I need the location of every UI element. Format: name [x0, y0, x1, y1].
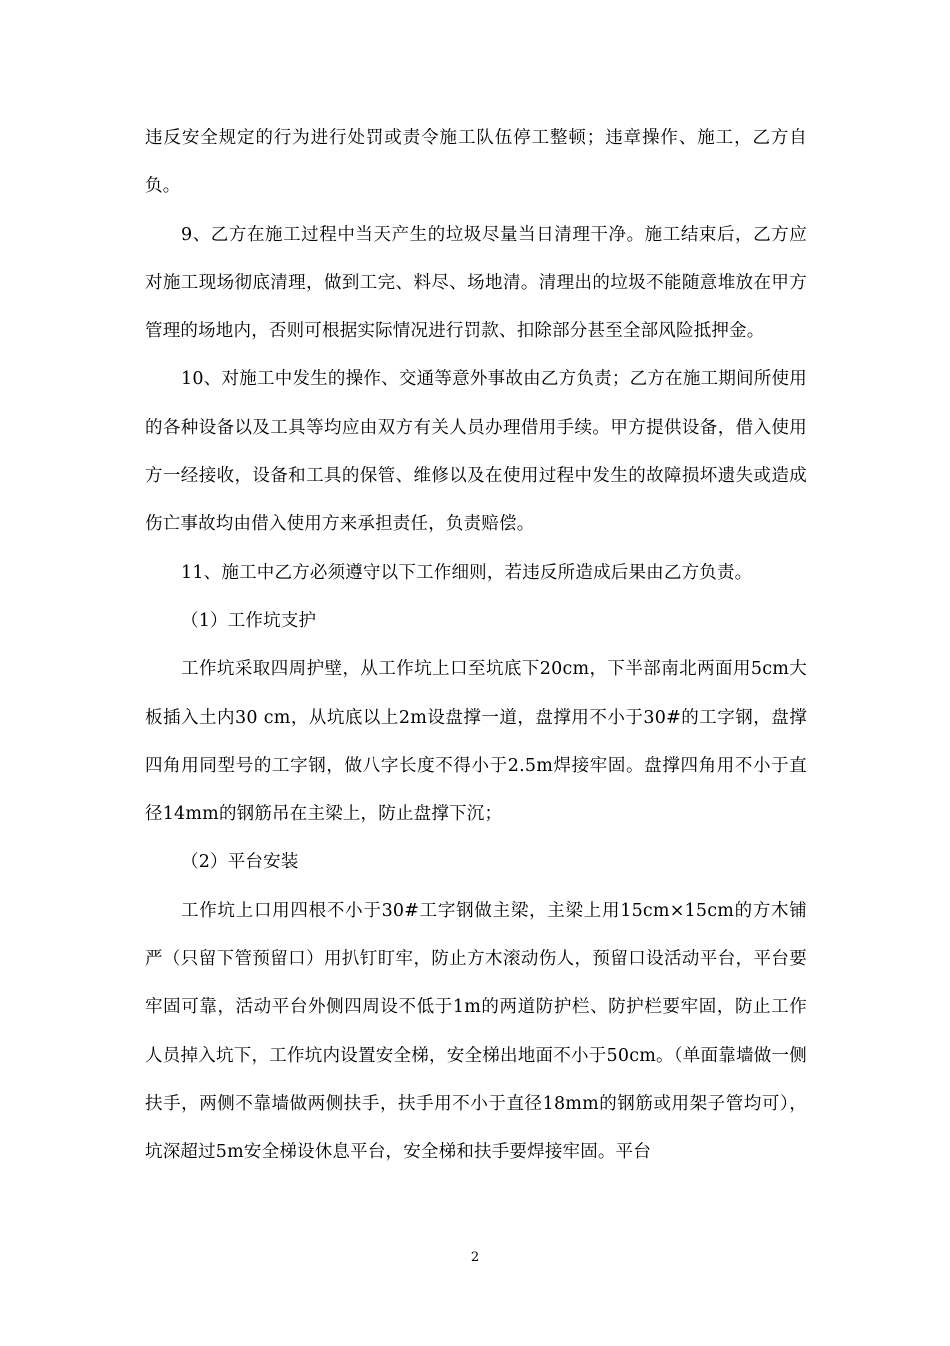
paragraph-pit-support: 工作坑采取四周护壁，从工作坑上口至坑底下20cm，下半部南北两面用5cm大板插入土内30 cm，从坑底以上2m设盘撑一道，盘撑用不小于30#的工字钢，盘撑四角用同型号的工字钢，做八字长度不得小于2.5m焊接牢固。盘撑四角用不小于直径14mm的钢筋吊在主梁上，防止盘撑下沉；: [145, 659, 807, 825]
paragraph-item-10: 10、对施工中发生的操作、交通等意外事故由乙方负责；乙方在施工期间所使用的各种设备以及工具等均应由双方有关人员办理借用手续。甲方提供设备，借入使用方一经接收，设备和工具的保管、维修以及在使用过程中发生的故障损坏遗失或造成伤亡事故均由借入使用方来承担责任，负责赔偿。: [145, 369, 807, 535]
paragraph-item-9: 9、乙方在施工过程中当天产生的垃圾尽量当日清理干净。施工结束后，乙方应对施工现场彻底清理，做到工完、料尽、场地清。清理出的垃圾不能随意堆放在甲方管理的场地内，否则可根据实际情况进行罚款、扣除部分甚至全部风险抵押金。: [145, 224, 807, 342]
section-heading-platform-install: （2）平台安装: [181, 852, 299, 873]
paragraph-continuation: 违反安全规定的行为进行处罚或责令施工队伍停工整顿；违章操作、施工，乙方自负。: [145, 128, 807, 197]
paragraph-platform-install: 工作坑上口用四根不小于30#工字钢做主梁，主梁上用15cm×15cm的方木铺严（只留下管预留口）用扒钉盯牢，防止方木滚动伤人，预留口设活动平台，平台要牢固可靠，活动平台外侧四周设不低于1m的两道防护栏、防护栏要牢固，防止工作人员掉入坑下，工作坑内设置安全梯，安全梯出地面不小于50cm。（单面靠墙做一侧扶手，两侧不靠墙做两侧扶手，扶手用不小于直径18mm的钢筋或用架子管均可），坑深超过5m安全梯设休息平台，安全梯和扶手要焊接牢固。平台: [145, 900, 807, 1163]
document-body: [145, 114, 807, 1177]
page-number: 2: [470, 1250, 480, 1265]
paragraph-item-11: 11、施工中乙方必须遵守以下工作细则，若违反所造成后果由乙方负责。: [181, 562, 753, 583]
section-heading-pit-support: （1）工作坑支护: [181, 610, 317, 631]
